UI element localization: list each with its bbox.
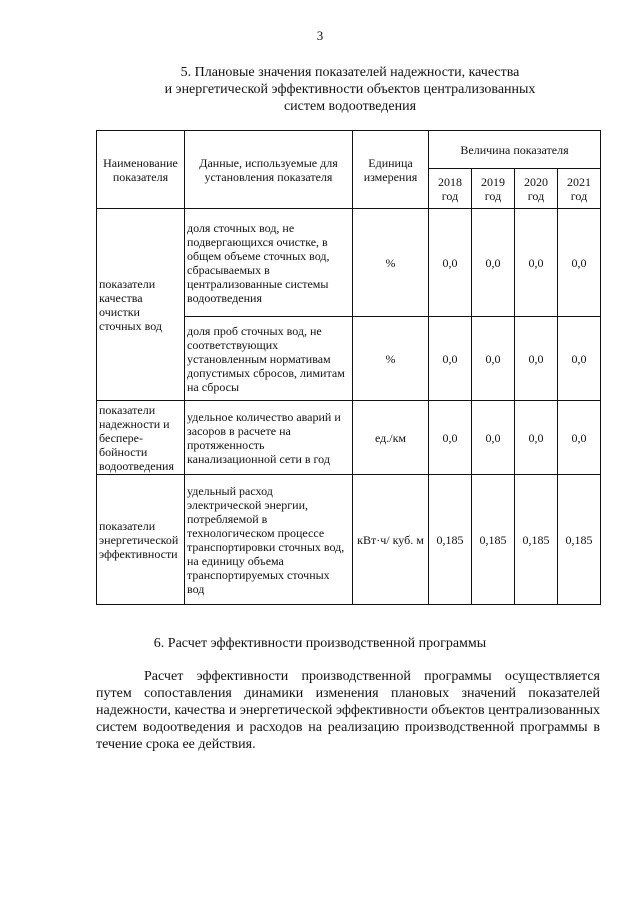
section-5-title-line: 5. Плановые значения показателей надежности, качества — [180, 65, 520, 80]
row-unit: % — [353, 209, 429, 317]
row-value: 0,0 — [558, 401, 601, 475]
row-value: 0,0 — [558, 317, 601, 401]
row-value: 0,185 — [515, 475, 558, 605]
row-value: 0,0 — [515, 401, 558, 475]
section-5-title-line: и энергетической эффективности объектов централизованных — [164, 82, 536, 97]
header-year: 2019 год — [472, 169, 515, 209]
row-data: доля сточных вод, не подвергающихся очистке, в общем объеме сточных вод, сбрасываемых в централизованные системы водоотведения — [185, 209, 353, 317]
group-name: показатели надежности и беспере-бойности водоотведения — [97, 401, 185, 475]
row-value: 0,185 — [558, 475, 601, 605]
section-5-title — [130, 64, 570, 115]
row-value: 0,0 — [558, 209, 601, 317]
row-unit: % — [353, 317, 429, 401]
row-unit: кВт·ч/ куб. м — [353, 475, 429, 605]
header-unit: Единица измерения — [353, 131, 429, 209]
header-name: Наименование показателя — [97, 131, 185, 209]
group-name: показатели энергетической эффективности — [97, 475, 185, 605]
row-value: 0,0 — [515, 209, 558, 317]
row-value: 0,0 — [429, 401, 472, 475]
row-value: 0,0 — [429, 209, 472, 317]
row-value: 0,0 — [429, 317, 472, 401]
indicators-table — [96, 130, 601, 605]
section-6-paragraph: Расчет эффективности производственной программы осуществляется путем сопоставления динамики изменения плановых значений показателей надежности, качества и энергетической эффективности объектов централизованных систем водоотведения и расходов на реализацию производственной программы в течение срока ее действия. — [96, 669, 600, 752]
row-value: 0,0 — [472, 401, 515, 475]
row-unit: ед./км — [353, 401, 429, 475]
header-year: 2020 год — [515, 169, 558, 209]
section-6-title: 6. Расчет эффективности производственной программы — [153, 636, 487, 651]
section-5-title-line: систем водоотведения — [283, 99, 417, 114]
header-data: Данные, используемые для установления показателя — [185, 131, 353, 209]
header-year: 2021 год — [558, 169, 601, 209]
header-value: Величина показателя — [429, 131, 601, 169]
row-data: удельный расход электрической энергии, потребляемой в технологическом процессе транспортировки сточных вод, на единицу объема транспортируемых сточных вод — [185, 475, 353, 605]
header-year: 2018 год — [429, 169, 472, 209]
row-data: доля проб сточных вод, не соответствующих установленным нормативам допустимых сбросов, лимитам на сбросы — [185, 317, 353, 401]
group-name: показатели качества очистки сточных вод — [97, 209, 185, 401]
row-data: удельное количество аварий и засоров в расчете на протяженность канализационной сети в год — [185, 401, 353, 475]
row-value: 0,0 — [472, 317, 515, 401]
page-number: 3 — [316, 28, 324, 43]
row-value: 0,185 — [429, 475, 472, 605]
row-value: 0,185 — [472, 475, 515, 605]
row-value: 0,0 — [472, 209, 515, 317]
row-value: 0,0 — [515, 317, 558, 401]
